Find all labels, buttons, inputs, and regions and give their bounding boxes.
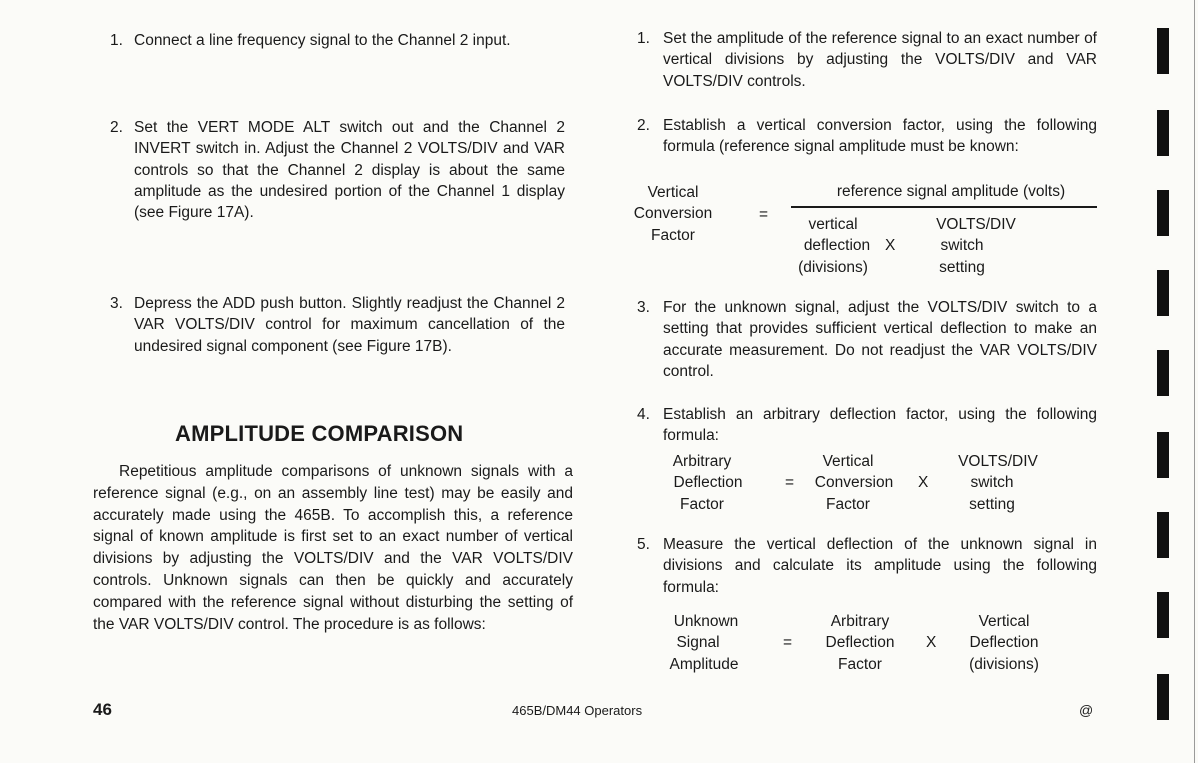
formula-numerator: reference signal amplitude (volts) — [836, 183, 1066, 200]
step-number: 3. — [637, 299, 650, 316]
formula-rhs-line: (divisions) — [969, 656, 1039, 673]
margin-bar — [1157, 592, 1169, 638]
formula-rhs-line: Deflection — [969, 634, 1039, 651]
fraction-line — [791, 206, 1097, 208]
margin-bar — [1157, 350, 1169, 396]
denominator-left-line: vertical — [808, 216, 858, 233]
margin-bar — [1157, 28, 1169, 74]
step-text: Set the amplitude of the reference signal to an exact number of vertical divisions by adjusting the VOLTS/DIV and VAR VOLTS/DIV controls. — [663, 30, 1097, 90]
section-heading: AMPLITUDE COMPARISON — [175, 421, 464, 446]
formula-lhs-line: Signal — [676, 634, 720, 651]
formula-rhs-line: setting — [969, 496, 1015, 513]
formula-middle-line: Factor — [838, 656, 882, 673]
margin-bar — [1157, 190, 1169, 236]
formula-lhs-line: Conversion — [633, 205, 713, 222]
denominator-left-line: deflection — [803, 237, 871, 254]
formula-lhs-line: Vertical — [647, 184, 699, 201]
footer-title: 465B/DM44 Operators — [512, 703, 643, 718]
denominator-left-line: (divisions) — [798, 259, 868, 276]
formula-lhs-line: Arbitrary — [672, 453, 732, 470]
step-number: 1. — [110, 32, 123, 49]
step-text: Connect a line frequency signal to the Channel 2 input. — [134, 32, 511, 49]
formula-lhs-line: Deflection — [673, 474, 743, 491]
step-text: Establish an arbitrary deflection factor, using the following formula: — [663, 406, 1097, 445]
arbitrary-deflection-formula — [637, 451, 1101, 521]
margin-bar — [1157, 512, 1169, 558]
footer-mark: @ — [1079, 702, 1094, 718]
margin-bar — [1157, 270, 1169, 316]
margin-bar — [1157, 110, 1169, 156]
formula-lhs-line: Amplitude — [669, 656, 739, 673]
formula-middle-line: Arbitrary — [830, 613, 890, 630]
step-text: Depress the ADD push button. Slightly readjust the Channel 2 VAR VOLTS/DIV control for maximum cancellation of the undesired signal component (see Figure 17B). — [134, 295, 565, 355]
step-number: 2. — [637, 117, 650, 134]
formula-rhs-line: switch — [970, 474, 1014, 491]
formula-lhs-line: Unknown — [673, 613, 739, 630]
equals-sign: = — [783, 634, 793, 651]
times-sign: X — [885, 237, 896, 254]
step-text: Measure the vertical deflection of the unknown signal in divisions and calculate its amplitude using the following formula: — [663, 536, 1097, 596]
unknown-amplitude-formula — [637, 611, 1101, 681]
denominator-right-line: VOLTS/DIV — [936, 216, 1016, 233]
times-sign: X — [918, 474, 929, 491]
times-sign: X — [926, 634, 937, 651]
denominator-right-line: switch — [940, 237, 984, 254]
equals-sign: = — [759, 206, 769, 223]
denominator-right-line: setting — [939, 259, 985, 276]
step-number: 1. — [637, 30, 650, 47]
step-number: 4. — [637, 406, 650, 423]
section-paragraph: Repetitious amplitude comparisons of unknown signals with a reference signal (e.g., on an assembly line test) may be easily and accurately made using the 465B. To accomplish this, a reference signal of known amplitude is first set to an exact number of vertical divisions by adjusting the VOLTS/DIV and the VAR VOLTS/DIV controls. Unknown signals can then be quickly and accurately compared with the reference signal without disturbing the setting of the VAR VOLTS/DIV control. The procedure is as follows: — [93, 463, 573, 633]
step-text: Establish a vertical conversion factor, using the following formula (reference signal amplitude must be known: — [663, 117, 1097, 156]
formula-lhs-line: Factor — [651, 227, 695, 244]
step-number: 3. — [110, 295, 123, 312]
margin-bar — [1157, 674, 1169, 720]
step-text: For the unknown signal, adjust the VOLTS/DIV switch to a setting that provides sufficient vertical deflection to make an accurate measurement. Do not readjust the VAR VOLTS/DIV control. — [663, 299, 1097, 380]
equals-sign: = — [785, 474, 795, 491]
formula-middle-line: Vertical — [822, 453, 874, 470]
formula-middle-line: Deflection — [825, 634, 895, 651]
margin-bar — [1157, 432, 1169, 478]
step-number: 2. — [110, 119, 123, 136]
formula-rhs-line: VOLTS/DIV — [958, 453, 1038, 470]
formula-lhs-line: Factor — [680, 496, 724, 513]
conversion-factor-formula — [633, 181, 1101, 281]
step-text: Set the VERT MODE ALT switch out and the Channel 2 INVERT switch in. Adjust the Channel 2 VOLTS/DIV and VAR controls so that the Channel 2 display is about the same amplitude as the undesired portion of the Channel 1 display (see Figure 17A). — [134, 119, 565, 222]
page-edge — [1194, 0, 1195, 763]
formula-rhs-line: Vertical — [978, 613, 1030, 630]
page-number: 46 — [93, 700, 112, 719]
formula-middle-line: Conversion — [814, 474, 894, 491]
step-number: 5. — [637, 536, 650, 553]
formula-middle-line: Factor — [826, 496, 870, 513]
